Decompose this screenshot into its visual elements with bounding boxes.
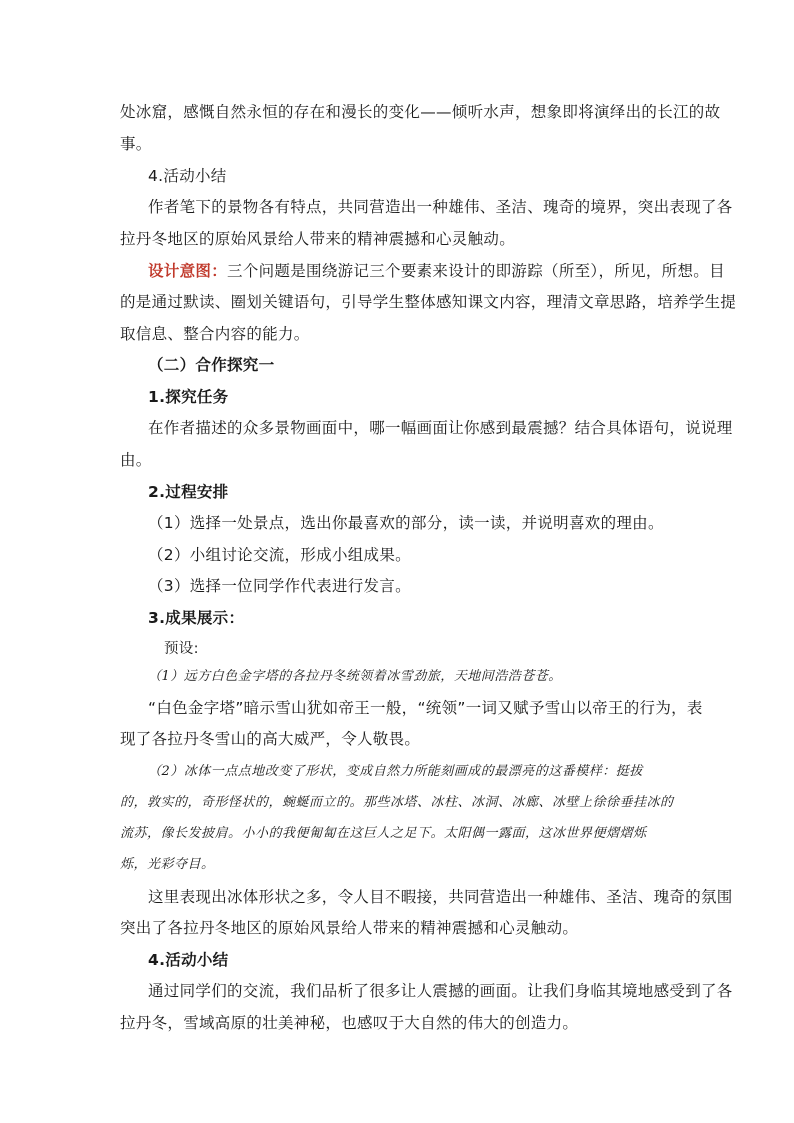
analysis2-line2: 突出了各拉丹冬地区的原始风景给人带来的精神震撼和心灵触动。 bbox=[120, 919, 579, 937]
design-intent-line1 bbox=[148, 261, 725, 281]
summary2-line2: 拉丹冬，雪域高原的壮美神秘，也感叹于大自然的伟大的创造力。 bbox=[120, 1014, 579, 1032]
quote2-line3: 流苏，像长发披肩。小小的我便匍匐在这巨人之足下。太阳偶一露面，这冰世界便熠熠烁 bbox=[120, 826, 647, 841]
quote2-line2: 的，敦实的，奇形怪状的，蜿蜒而立的。那些冰塔、冰柱、冰洞、冰廊、冰壁上徐徐垂挂冰的 bbox=[120, 795, 674, 810]
summary2-line1: 通过同学们的交流，我们品析了很多让人震撼的画面。让我们身临其境地感受到了各 bbox=[148, 982, 733, 1000]
preset-label: 预设: bbox=[164, 641, 199, 657]
task-heading: 1.探究任务 bbox=[148, 388, 229, 406]
analysis1-line2: 现了各拉丹冬雪山的高大威严，令人敬畏。 bbox=[120, 730, 421, 748]
analysis1-line1: “白色金字塔”暗示雪山犹如帝王一般，“统领”一词又赋予雪山以帝王的行为，表 bbox=[148, 699, 703, 717]
process-step-2: （2）小组讨论交流，形成小组成果。 bbox=[148, 546, 411, 564]
quote1-line1: （1）远方白色金字塔的各拉丹冬统领着冰雪劲旅，天地间浩浩苍苍。 bbox=[148, 669, 562, 684]
design-intent-line3: 取信息、整合内容的能力。 bbox=[120, 325, 310, 343]
heading-summary-1: 4.活动小结 bbox=[148, 167, 227, 185]
process-step-3: （3）选择一位同学作代表进行发言。 bbox=[148, 577, 411, 595]
para-intro-line2: 事。 bbox=[120, 135, 152, 153]
quote2-line4: 烁，光彩夺目。 bbox=[120, 857, 215, 872]
process-step-1: （1）选择一处景点，选出你最喜欢的部分，读一读，并说明喜欢的理由。 bbox=[148, 514, 664, 532]
design-intent-label: 设计意图： bbox=[148, 262, 228, 280]
task-line1: 在作者描述的众多景物画面中，哪一幅画面让你感到最震撼？结合具体语句，说说理 bbox=[148, 419, 733, 437]
section-heading: （二）合作探究一 bbox=[148, 356, 275, 374]
design-intent-text: 三个问题是围绕游记三个要素来设计的即游踪（所至），所见，所想。目 bbox=[227, 262, 725, 280]
analysis2-line1: 这里表现出冰体形状之多，令人目不暇接，共同营造出一种雄伟、圣洁、瑰奇的氛围 bbox=[148, 888, 733, 906]
results-heading: 3.成果展示： bbox=[148, 609, 245, 627]
summary1-line2: 拉丹冬地区的原始风景给人带来的精神震撼和心灵触动。 bbox=[120, 230, 516, 248]
summary1-line1: 作者笔下的景物各有特点，共同营造出一种雄伟、圣洁、瑰奇的境界，突出表现了各 bbox=[148, 198, 733, 216]
summary2-heading: 4.活动小结 bbox=[148, 951, 229, 969]
design-intent-line2: 的是通过默读、圈划关键语句，引导学生整体感知课文内容，理清文章思路，培养学生提 bbox=[120, 293, 737, 311]
quote2-line1: （2）冰体一点点地改变了形状，变成自然力所能刻画成的最漂亮的这番模样：挺拔 bbox=[148, 764, 643, 779]
task-line2: 由。 bbox=[120, 451, 152, 469]
process-heading: 2.过程安排 bbox=[148, 483, 229, 501]
para-intro-line1: 处冰窟，感慨自然永恒的存在和漫长的变化——倾听水声，想象即将演绎出的长江的故 bbox=[120, 103, 721, 121]
